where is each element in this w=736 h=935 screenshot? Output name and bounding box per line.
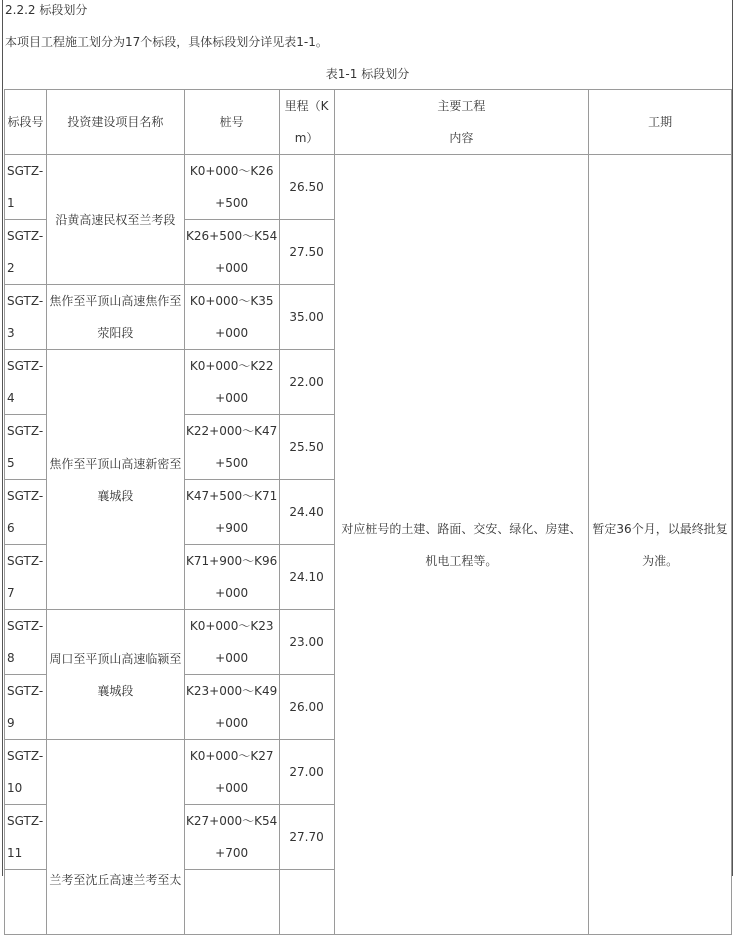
mileage-cell: 23.00 [279,610,334,675]
header-period: 工期 [589,90,732,155]
station-cell: K22+000～K47+500 [184,415,279,480]
segment-cell: SGTZ-7 [5,545,47,610]
section-heading: 2.2.2 标段划分 [5,3,88,17]
segment-cell: SGTZ-2 [5,220,47,285]
segment-cell: SGTZ-4 [5,350,47,415]
mileage-cell: 24.10 [279,545,334,610]
header-mileage-line2: m） [294,131,319,145]
document-frame [2,0,733,887]
segment-table [4,89,732,935]
intro-paragraph: 本项目工程施工划分为17个标段，具体标段划分详见表1-1。 [5,35,328,49]
segment-cell: SGTZ-6 [5,480,47,545]
mileage-cell: 27.50 [279,220,334,285]
station-cell: K27+000～K54+700 [184,805,279,870]
header-mileage-line1: 里程（K [284,99,329,113]
station-cell: K71+900～K96+000 [184,545,279,610]
station-cell: K0+000～K27+000 [184,740,279,805]
header-main-content [334,90,589,155]
project-cell: 兰考至沈丘高速兰考至太 [46,740,184,935]
header-main-line2: 内容 [449,131,474,145]
segment-cell: SGTZ-10 [5,740,47,805]
table-header-row [5,90,732,155]
mileage-cell [279,870,334,935]
mileage-cell: 27.70 [279,805,334,870]
mileage-cell: 26.50 [279,155,334,220]
period-cell: 暂定36个月，以最终批复为准。 [589,155,732,935]
mileage-cell: 24.40 [279,480,334,545]
segment-cell: SGTZ-11 [5,805,47,870]
segment-cell: SGTZ-1 [5,155,47,220]
station-cell: K23+000～K49+000 [184,675,279,740]
segment-cell: SGTZ-9 [5,675,47,740]
station-cell: K0+000～K35+000 [184,285,279,350]
header-project: 投资建设项目名称 [46,90,184,155]
mileage-cell: 26.00 [279,675,334,740]
header-segment: 标段号 [5,90,47,155]
station-cell: K0+000～K22+000 [184,350,279,415]
mileage-cell: 22.00 [279,350,334,415]
segment-cell: SGTZ-5 [5,415,47,480]
mileage-cell: 27.00 [279,740,334,805]
station-cell: K0+000～K26+500 [184,155,279,220]
station-cell [184,870,279,935]
station-cell: K0+000～K23+000 [184,610,279,675]
segment-cell: SGTZ-3 [5,285,47,350]
mileage-cell: 35.00 [279,285,334,350]
station-cell: K26+500～K54+000 [184,220,279,285]
table-row [5,155,732,220]
table-caption: 表1-1 标段划分 [325,67,410,81]
header-mileage [279,90,334,155]
segment-cell: SGTZ-8 [5,610,47,675]
header-station: 桩号 [184,90,279,155]
main-content-cell: 对应桩号的土建、路面、交安、绿化、房建、机电工程等。 [334,155,589,935]
project-cell: 沿黄高速民权至兰考段 [46,155,184,285]
project-cell: 焦作至平顶山高速新密至襄城段 [46,350,184,610]
mileage-cell: 25.50 [279,415,334,480]
station-cell: K47+500～K71+900 [184,480,279,545]
project-cell: 焦作至平顶山高速焦作至荥阳段 [46,285,184,350]
header-main-line1: 主要工程 [437,99,486,113]
segment-cell [5,870,47,935]
project-cell: 周口至平顶山高速临颍至襄城段 [46,610,184,740]
